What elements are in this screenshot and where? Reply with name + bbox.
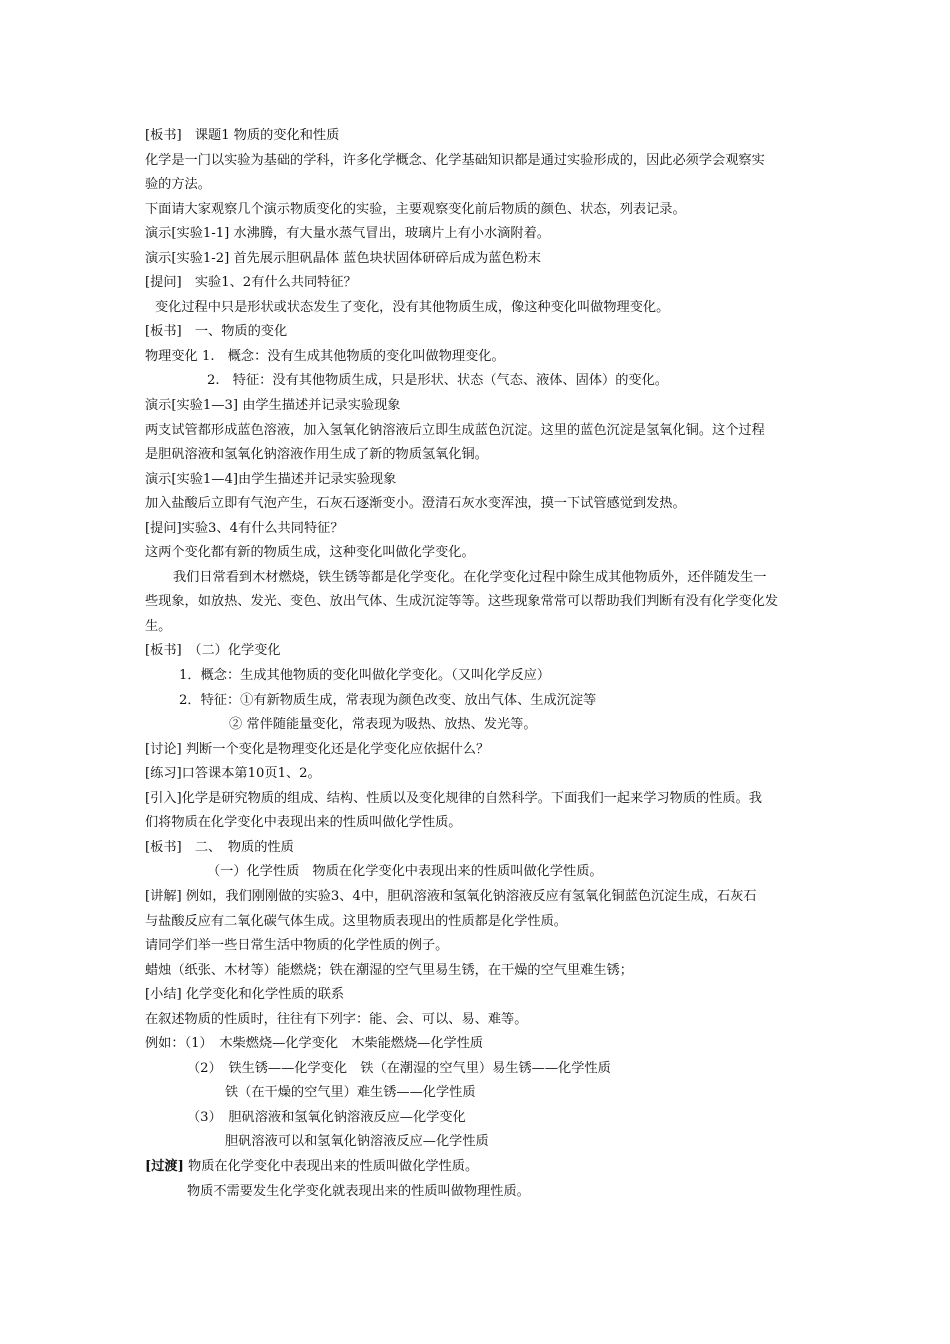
text-line: 与盐酸反应有二氧化碳气体生成。这里物质表现出的性质都是化学性质。 xyxy=(145,913,567,929)
transition-label: [过渡] xyxy=(145,1158,184,1174)
text-line: 物理变化 1. 概念：没有生成其他物质的变化叫做物理变化。 xyxy=(145,348,505,364)
text-line: （一）化学性质 物质在化学变化中表现出来的性质叫做化学性质。 xyxy=(207,864,603,880)
text-line: [引入]化学是研究物质的组成、结构、性质以及变化规律的自然科学。下面我们一起来学习物质的性质。我 xyxy=(145,790,762,806)
text-line: 两支试管都形成蓝色溶液，加入氢氧化钠溶液后立即生成蓝色沉淀。这里的蓝色沉淀是氢氧化铜。这个过程 xyxy=(145,422,765,438)
text-line: 我们日常看到木材燃烧，铁生锈等都是化学变化。在化学变化过程中除生成其他物质外，还伴随发生一 xyxy=(173,569,767,585)
text-line: 们将物质在化学变化中表现出来的性质叫做化学性质。 xyxy=(145,815,462,831)
text-line: 2．特征：①有新物质生成，常表现为颜色改变、放出气体、生成沉淀等 xyxy=(179,692,597,708)
text-line: 演示[实验1—4]由学生描述并记录实验现象 xyxy=(145,471,397,487)
text-line: 在叙述物质的性质时，往往有下列字：能、会、可以、易、难等。 xyxy=(145,1011,528,1027)
text-line: [练习]口答课本第10页1、2。 xyxy=(145,766,321,782)
text-line: 1．概念：生成其他物质的变化叫做化学变化。（又叫化学反应） xyxy=(179,668,551,684)
text-line: [板书] 一、物质的变化 xyxy=(145,324,288,340)
text-line: 演示[实验1—3] 由学生描述并记录实验现象 xyxy=(145,398,401,414)
transition-text: 物质在化学变化中表现出来的性质叫做化学性质。 xyxy=(183,1158,479,1174)
transition-line xyxy=(145,1155,810,1180)
text-line: 物质不需要发生化学变化就表现出来的性质叫做物理性质。 xyxy=(187,1183,530,1199)
text-line: 这两个变化都有新的物质生成，这种变化叫做化学变化。 xyxy=(145,545,475,561)
text-line: 变化过程中只是形状或状态发生了变化，没有其他物质生成，像这种变化叫做物理变化。 xyxy=(155,299,670,315)
text-line: 是胆矾溶液和氢氧化钠溶液作用生成了新的物质氢氧化铜。 xyxy=(145,447,488,463)
text-line: 例如：（1） 木柴燃烧—化学变化 木柴能燃烧—化学性质 xyxy=(145,1036,484,1052)
text-line: 化学是一门以实验为基础的学科，许多化学概念、化学基础知识都是通过实验形成的，因此必须学会观察实 xyxy=(145,152,765,168)
text-line: 些现象，如放热、发光、变色、放出气体、生成沉淀等等。这些现象常常可以帮助我们判断有没有化学变化发 xyxy=(145,594,778,610)
text-line: [讨论] 判断一个变化是物理变化还是化学变化应依据什么？ xyxy=(145,741,490,757)
text-line: [板书] （二）化学变化 xyxy=(145,643,281,659)
text-line: [板书] 课题1 物质的变化和性质 xyxy=(145,128,340,143)
text-line: 胆矾溶液可以和氢氧化钠溶液反应—化学性质 xyxy=(225,1134,489,1150)
text-line: 演示[实验1-1] 水沸腾，有大量水蒸气冒出，玻璃片上有小水滴附着。 xyxy=(145,226,550,242)
text-line: （2） 铁生锈——化学变化 铁（在潮湿的空气里）易生锈——化学性质 xyxy=(187,1060,611,1076)
text-line: [提问] 实验1、2有什么共同特征？ xyxy=(145,275,357,291)
text-line: 加入盐酸后立即有气泡产生，石灰石逐渐变小。澄清石灰水变浑浊，摸一下试管感觉到发热。 xyxy=(145,496,686,512)
text-line: 演示[实验1-2] 首先展示胆矾晶体 蓝色块状固体研碎后成为蓝色粉末 xyxy=(145,250,541,266)
text-line: 请同学们举一些日常生活中物质的化学性质的例子。 xyxy=(145,938,449,954)
text-line: 验的方法。 xyxy=(145,177,211,193)
text-line: 铁（在干燥的空气里）难生锈——化学性质 xyxy=(225,1085,476,1101)
text-line: （3） 胆矾溶液和氢氧化钠溶液反应—化学变化 xyxy=(187,1109,466,1125)
text-line: 下面请大家观察几个演示物质变化的实验，主要观察变化前后物质的颜色、状态，列表记录。 xyxy=(145,201,686,217)
text-line: [提问]实验3、4有什么共同特征？ xyxy=(145,520,344,536)
text-line: [讲解] 例如，我们刚刚做的实验3、4中，胆矾溶液和氢氧化钠溶液反应有氢氧化铜蓝色沉淀生成，石灰石 xyxy=(145,888,757,904)
document-page xyxy=(145,124,810,1204)
text-line: [板书] 二、 物质的性质 xyxy=(145,839,294,855)
text-line: ② 常伴随能量变化，常表现为吸热、放热、发光等。 xyxy=(229,717,537,733)
text-line: 生。 xyxy=(145,618,172,634)
text-line: 蜡烛（纸张、木材等）能燃烧；铁在潮湿的空气里易生锈，在干燥的空气里难生锈； xyxy=(145,962,633,978)
text-line: 2. 特征：没有其他物质生成，只是形状、状态（气态、液体、固体）的变化。 xyxy=(207,373,668,389)
text-line: [小结] 化学变化和化学性质的联系 xyxy=(145,987,345,1003)
